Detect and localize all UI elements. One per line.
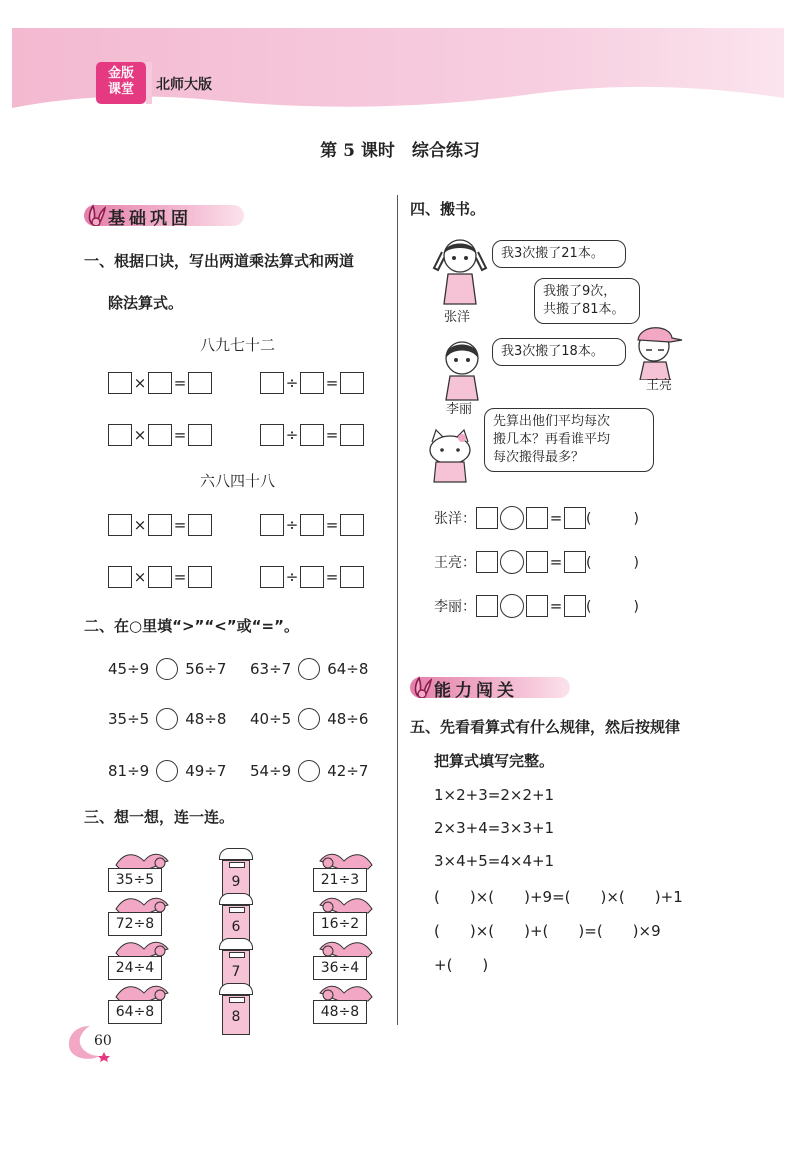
answer-box[interactable]	[260, 566, 284, 588]
mult-equation-row: × =	[108, 372, 212, 394]
answer-box[interactable]	[340, 514, 364, 536]
q5-title-line2: 把算式填写完整。	[434, 752, 555, 770]
pattern-line: 2×3+4=3×3+1	[434, 819, 555, 837]
compare-circle[interactable]	[156, 760, 178, 782]
pattern-fill-line[interactable]: ( )×( )+9=( )×( )+1	[434, 888, 683, 906]
answer-box[interactable]	[260, 372, 284, 394]
q3-title: 三、想一想，连一连。	[84, 808, 235, 826]
section-tag-label: 基础巩固	[108, 209, 192, 229]
answer-box[interactable]	[526, 551, 548, 573]
section-tag-label: 能力闯关	[434, 681, 518, 701]
mailbox[interactable]: 9	[219, 848, 253, 900]
compare-item: 35÷5 48÷8	[108, 710, 227, 728]
answer-box[interactable]	[188, 566, 212, 588]
match-card-left[interactable]: 35÷5	[108, 868, 162, 892]
compare-item: 63÷7 64÷8	[250, 660, 369, 678]
compare-item: 81÷9 49÷7	[108, 762, 227, 780]
answer-box[interactable]	[148, 566, 172, 588]
match-card-right[interactable]: 48÷8	[313, 1000, 367, 1024]
answer-box[interactable]	[108, 566, 132, 588]
div-equation-row: ÷ =	[260, 514, 364, 536]
match-card-right[interactable]: 21÷3	[313, 868, 367, 892]
match-card-right[interactable]: 16÷2	[313, 912, 367, 936]
page-number: 60	[94, 1033, 112, 1049]
q1-title-line1: 一、根据口诀，写出两道乘法算式和两道	[84, 252, 355, 270]
answer-box[interactable]	[108, 372, 132, 394]
rabbit-icon	[412, 674, 434, 698]
rhyme-2: 六八四十八	[200, 472, 276, 490]
mult-equation-row: × =	[108, 514, 212, 536]
edition-label: 北师大版	[156, 77, 212, 93]
match-card-left[interactable]: 64÷8	[108, 1000, 162, 1024]
column-divider	[397, 195, 398, 1025]
answer-row-wangliang: 王亮： = ( )	[434, 550, 639, 574]
div-equation-row: ÷ =	[260, 372, 364, 394]
answer-box[interactable]	[526, 507, 548, 529]
compare-circle[interactable]	[156, 658, 178, 680]
section-tag-basics	[84, 202, 244, 229]
speech-bubble-kitty: 先算出他们平均每次 搬几本？再看谁平均 每次搬得最多？	[484, 408, 654, 472]
brand-logo: 金版 课堂	[96, 62, 146, 104]
compare-item: 45÷9 56÷7	[108, 660, 227, 678]
compare-circle[interactable]	[156, 708, 178, 730]
answer-row-zhangyang: 张洋： = ( )	[434, 506, 639, 530]
unit-paren[interactable]: ( )	[586, 555, 639, 571]
rabbit-icon	[86, 202, 108, 226]
answer-box[interactable]	[300, 372, 324, 394]
answer-box[interactable]	[300, 514, 324, 536]
operator-circle[interactable]	[500, 594, 524, 618]
operator-circle[interactable]	[500, 506, 524, 530]
unit-paren[interactable]: ( )	[586, 599, 639, 615]
q1-title-line2: 除法算式。	[108, 294, 184, 312]
pattern-line: 3×4+5=4×4+1	[434, 852, 555, 870]
answer-box[interactable]	[564, 551, 586, 573]
speech-bubble-wangliang: 我搬了9次， 共搬了81本。	[534, 278, 640, 324]
answer-box[interactable]	[148, 514, 172, 536]
compare-circle[interactable]	[298, 658, 320, 680]
mult-equation-row: × =	[108, 424, 212, 446]
match-card-right[interactable]: 36÷4	[313, 956, 367, 980]
answer-box[interactable]	[476, 551, 498, 573]
compare-circle[interactable]	[298, 708, 320, 730]
answer-box[interactable]	[564, 507, 586, 529]
section-tag-ability	[410, 674, 570, 701]
answer-box[interactable]	[148, 424, 172, 446]
mailbox[interactable]: 8	[219, 983, 253, 1035]
kitty-icon	[420, 428, 480, 484]
speech-bubble-zhangyang: 我3次搬了21本。	[492, 240, 626, 268]
match-card-left[interactable]: 24÷4	[108, 956, 162, 980]
answer-box[interactable]	[188, 424, 212, 446]
lesson-title: 第 5 课时 综合练习	[320, 141, 480, 161]
answer-box[interactable]	[188, 372, 212, 394]
unit-paren[interactable]: ( )	[586, 511, 639, 527]
name-wangliang: 王亮	[646, 378, 673, 393]
answer-box[interactable]	[300, 566, 324, 588]
answer-box[interactable]	[300, 424, 324, 446]
girl-lili-icon	[432, 336, 492, 402]
answer-box[interactable]	[340, 566, 364, 588]
pattern-fill-line[interactable]: ( )×( )+( )=( )×9	[434, 922, 661, 940]
name-lili: 李丽	[446, 402, 473, 417]
mailbox[interactable]: 7	[219, 938, 253, 990]
speech-bubble-lili: 我3次搬了18本。	[492, 338, 626, 366]
q5-title-line1: 五、先看看算式有什么规律，然后按规律	[410, 718, 681, 736]
answer-box[interactable]	[260, 514, 284, 536]
compare-circle[interactable]	[298, 760, 320, 782]
answer-box[interactable]	[260, 424, 284, 446]
name-zhangyang: 张洋	[444, 310, 471, 325]
match-card-left[interactable]: 72÷8	[108, 912, 162, 936]
answer-box[interactable]	[476, 595, 498, 617]
compare-item: 54÷9 42÷7	[250, 762, 369, 780]
pattern-line: 1×2+3=2×2+1	[434, 786, 555, 804]
q4-title: 四、搬书。	[410, 200, 486, 218]
compare-item: 40÷5 48÷6	[250, 710, 369, 728]
answer-box[interactable]	[340, 372, 364, 394]
girl-zhangyang-icon	[428, 234, 492, 306]
q2-title: 二、在○里填“>”“<”或“=”。	[84, 617, 299, 635]
answer-row-lili: 李丽： = ( )	[434, 594, 639, 618]
mailbox[interactable]: 6	[219, 893, 253, 945]
rhyme-1: 八九七十二	[200, 336, 276, 354]
answer-box[interactable]	[476, 507, 498, 529]
answer-box[interactable]	[564, 595, 586, 617]
div-equation-row: ÷ =	[260, 566, 364, 588]
answer-box[interactable]	[108, 514, 132, 536]
answer-box[interactable]	[108, 424, 132, 446]
div-equation-row: ÷ =	[260, 424, 364, 446]
answer-box[interactable]	[148, 372, 172, 394]
operator-circle[interactable]	[500, 550, 524, 574]
answer-box[interactable]	[340, 424, 364, 446]
answer-box[interactable]	[526, 595, 548, 617]
mult-equation-row: × =	[108, 566, 212, 588]
boy-wangliang-icon	[624, 318, 686, 380]
answer-box[interactable]	[188, 514, 212, 536]
pattern-fill-line[interactable]: +( )	[434, 956, 489, 974]
